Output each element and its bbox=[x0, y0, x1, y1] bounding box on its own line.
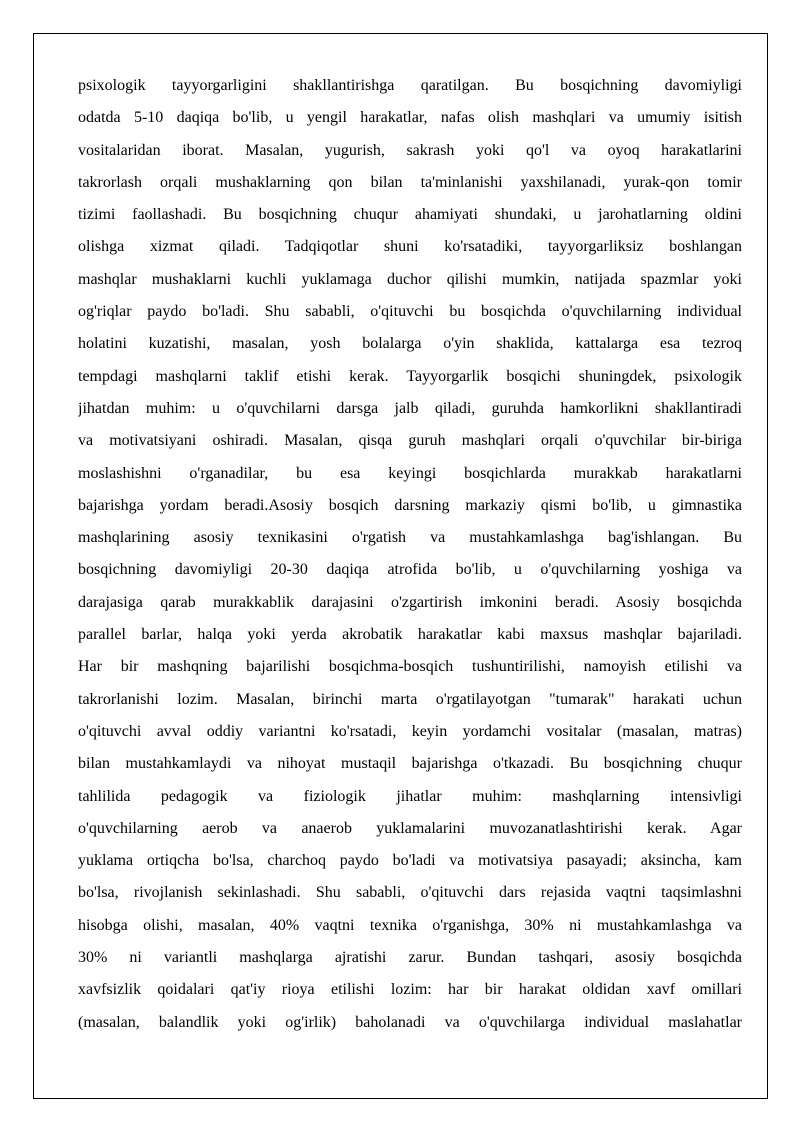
text-line: moslashishni o'rganadilar, bu esa keyingi bosqichlarda murakkab harakatlarni bbox=[78, 464, 742, 482]
text-line: 30% ni variantli mashqlarga ajratishi zarur. Bundan tashqari, asosiy bosqichda bbox=[78, 949, 742, 967]
text-line: bo'lsa, rivojlanish sekinlashadi. Shu sababli, o'qituvchi dars rejasida vaqtni taqsimlashni bbox=[78, 884, 742, 902]
text-line: mashqlar mushaklarni kuchli yuklamaga duchor qilishi mumkin, natijada spazmlar yoki bbox=[78, 270, 742, 288]
text-line: jihatdan muhim: u o'quvchilarni darsga jalb qiladi, guruhda hamkorlikni shakllantiradi bbox=[78, 399, 742, 417]
text-line: vositalaridan iborat. Masalan, yugurish, sakrash yoki qo'l va oyoq harakatlarini bbox=[78, 141, 742, 159]
text-line: holatini kuzatishi, masalan, yosh bolalarga o'yin shaklida, kattalarga esa tezroq bbox=[78, 335, 742, 353]
text-line: parallel barlar, halqa yoki yerda akrobatik harakatlar kabi maxsus mashqlar bajariladi. bbox=[78, 626, 742, 644]
document-body bbox=[78, 70, 742, 1039]
text-line: tizimi faollashadi. Bu bosqichning chuqur ahamiyati shundaki, u jarohatlarning oldini bbox=[78, 206, 742, 224]
text-line: o'quvchilarning aerob va anaerob yuklamalarini muvozanatlashtirishi kerak. Agar bbox=[78, 819, 742, 837]
text-line: psixologik tayyorgarligini shakllantirishga qaratilgan. Bu bosqichning davomiyligi bbox=[78, 77, 742, 94]
text-line: bilan mustahkamlaydi va nihoyat mustaqil bajarishga o'tkazadi. Bu bosqichning chuqur bbox=[78, 755, 742, 773]
text-line: o'qituvchi avval oddiy variantni ko'rsatadi, keyin yordamchi vositalar (masalan, matras) bbox=[78, 722, 742, 740]
text-line: og'riqlar paydo bo'ladi. Shu sababli, o'qituvchi bu bosqichda o'quvchilarning individual bbox=[78, 303, 742, 321]
text-line: bosqichning davomiyligi 20-30 daqiqa atrofida bo'lib, u o'quvchilarning yoshiga va bbox=[78, 561, 742, 579]
text-line: (masalan, balandlik yoki og'irlik) baholanadi va o'quvchilarga individual maslahatlar bbox=[78, 1013, 742, 1031]
text-line: xavfsizlik qoidalari qat'iy rioya etilishi lozim: har bir harakat oldidan xavf omillari bbox=[78, 981, 742, 999]
text-line: olishga xizmat qiladi. Tadqiqotlar shuni ko'rsatadiki, tayyorgarliksiz boshlangan bbox=[78, 238, 742, 256]
text-line: hisobga olishi, masalan, 40% vaqtni texnika o'rganishga, 30% ni mustahkamlashga va bbox=[78, 916, 742, 934]
text-line: yuklama ortiqcha bo'lsa, charchoq paydo bo'ladi va motivatsiya pasayadi; aksincha, kam bbox=[78, 852, 742, 870]
text-line: Har bir mashqning bajarilishi bosqichma-bosqich tushuntirilishi, namoyish etilishi va bbox=[78, 658, 742, 676]
text-line: va motivatsiyani oshiradi. Masalan, qisqa guruh mashqlari orqali o'quvchilar bir-biriga bbox=[78, 432, 742, 450]
text-line: darajasiga qarab murakkablik darajasini o'zgartirish imkonini beradi. Asosiy bosqichda bbox=[78, 593, 742, 611]
text-line: bajarishga yordam beradi.Asosiy bosqich darsning markaziy qismi bo'lib, u gimnastika bbox=[78, 496, 742, 514]
text-line: takrorlanishi lozim. Masalan, birinchi marta o'rgatilayotgan "tumarak" harakati uchun bbox=[78, 690, 742, 708]
text-line: tempdagi mashqlarni taklif etishi kerak. Tayyorgarlik bosqichi shuningdek, psixologik bbox=[78, 367, 742, 385]
text-line: tahlilida pedagogik va fiziologik jihatlar muhim: mashqlarning intensivligi bbox=[78, 787, 742, 805]
text-line: odatda 5-10 daqiqa bo'lib, u yengil harakatlar, nafas olish mashqlari va umumiy isitish bbox=[78, 109, 742, 127]
text-line: mashqlarining asosiy texnikasini o'rgatish va mustahkamlashga bag'ishlangan. Bu bbox=[78, 529, 742, 547]
text-line: takrorlash orqali mushaklarning qon bilan ta'minlanishi yaxshilanadi, yurak-qon tomir bbox=[78, 173, 742, 191]
